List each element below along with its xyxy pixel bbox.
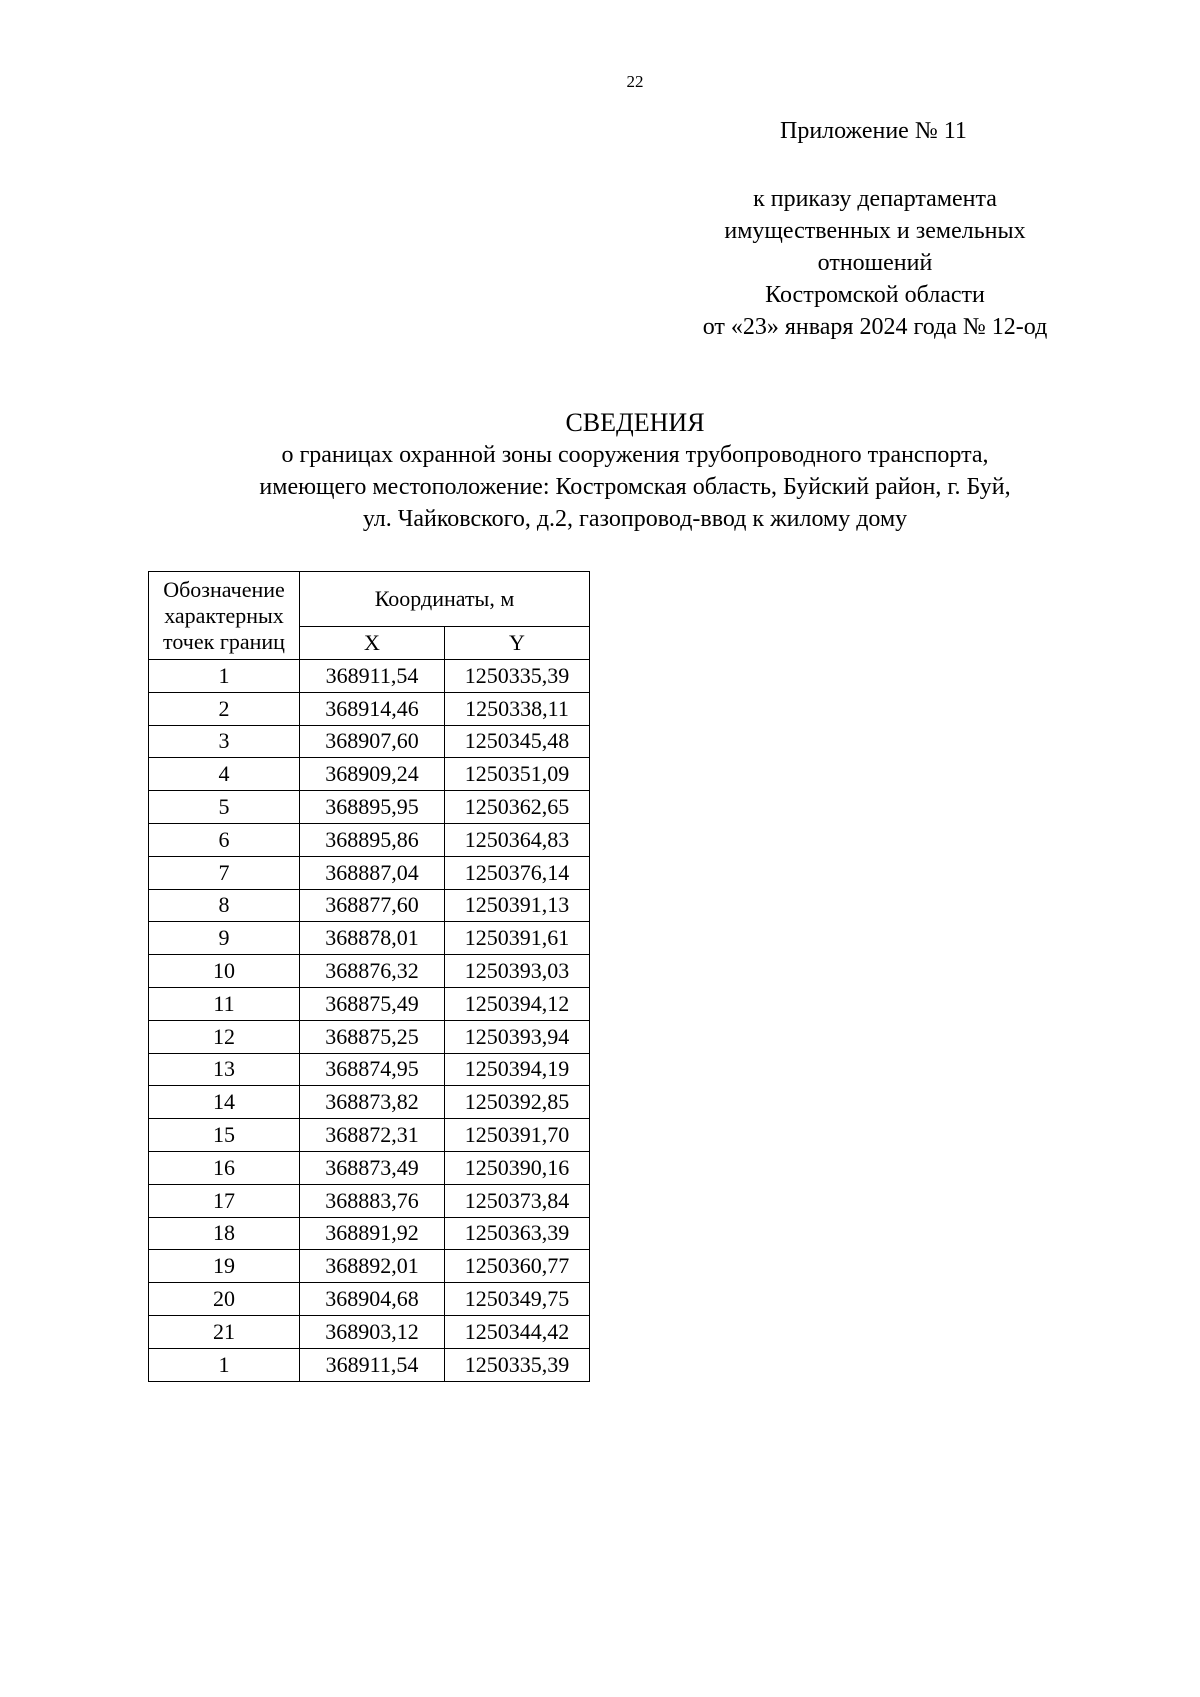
order-line: к приказу департамента xyxy=(753,186,997,212)
x-cell: 368892,01 xyxy=(300,1250,445,1283)
table-row xyxy=(149,660,590,693)
point-cell: 1 xyxy=(149,1348,300,1381)
y-cell: 1250391,70 xyxy=(445,1119,590,1152)
point-cell: 18 xyxy=(149,1217,300,1250)
x-cell: 368891,92 xyxy=(300,1217,445,1250)
point-cell: 2 xyxy=(149,692,300,725)
y-cell: 1250394,19 xyxy=(445,1053,590,1086)
point-cell: 10 xyxy=(149,955,300,988)
order-line: имущественных и земельных xyxy=(724,218,1026,244)
point-cell: 17 xyxy=(149,1184,300,1217)
y-cell: 1250373,84 xyxy=(445,1184,590,1217)
x-cell: 368872,31 xyxy=(300,1119,445,1152)
table-row xyxy=(149,823,590,856)
table-row xyxy=(149,725,590,758)
point-cell: 16 xyxy=(149,1151,300,1184)
point-cell: 5 xyxy=(149,791,300,824)
table-row xyxy=(149,987,590,1020)
coordinates-header: Координаты, м xyxy=(300,572,590,627)
order-reference xyxy=(640,183,1110,343)
point-cell: 11 xyxy=(149,987,300,1020)
table-row xyxy=(149,1217,590,1250)
x-cell: 368873,82 xyxy=(300,1086,445,1119)
x-cell: 368895,95 xyxy=(300,791,445,824)
document-heading xyxy=(0,407,1200,535)
table-row xyxy=(149,1348,590,1381)
x-cell: 368903,12 xyxy=(300,1315,445,1348)
x-header: X xyxy=(300,627,445,660)
y-cell: 1250349,75 xyxy=(445,1283,590,1316)
y-cell: 1250393,94 xyxy=(445,1020,590,1053)
order-line: Костромской области xyxy=(765,282,985,308)
y-cell: 1250362,65 xyxy=(445,791,590,824)
y-cell: 1250338,11 xyxy=(445,692,590,725)
table-row xyxy=(149,758,590,791)
table-row xyxy=(149,1283,590,1316)
y-cell: 1250363,39 xyxy=(445,1217,590,1250)
x-cell: 368878,01 xyxy=(300,922,445,955)
y-cell: 1250391,61 xyxy=(445,922,590,955)
y-cell: 1250335,39 xyxy=(445,1348,590,1381)
table-row xyxy=(149,1119,590,1152)
point-header-line: точек границ xyxy=(163,628,285,654)
x-cell: 368876,32 xyxy=(300,955,445,988)
x-cell: 368895,86 xyxy=(300,823,445,856)
y-cell: 1250392,85 xyxy=(445,1086,590,1119)
point-cell: 4 xyxy=(149,758,300,791)
appendix-title: Приложение № 11 xyxy=(780,118,967,144)
y-cell: 1250376,14 xyxy=(445,856,590,889)
point-cell: 12 xyxy=(149,1020,300,1053)
table-row xyxy=(149,1086,590,1119)
point-cell: 15 xyxy=(149,1119,300,1152)
page-number: 22 xyxy=(626,72,644,91)
x-cell: 368877,60 xyxy=(300,889,445,922)
point-cell: 1 xyxy=(149,660,300,693)
point-cell: 8 xyxy=(149,889,300,922)
table-row xyxy=(149,791,590,824)
x-cell: 368875,49 xyxy=(300,987,445,1020)
table-body xyxy=(149,660,590,1382)
x-cell: 368914,46 xyxy=(300,692,445,725)
point-cell: 21 xyxy=(149,1315,300,1348)
order-line: отношений xyxy=(817,250,933,276)
y-cell: 1250360,77 xyxy=(445,1250,590,1283)
table-row xyxy=(149,856,590,889)
point-cell: 9 xyxy=(149,922,300,955)
y-cell: 1250345,48 xyxy=(445,725,590,758)
point-header xyxy=(149,572,300,660)
table-row xyxy=(149,1315,590,1348)
x-cell: 368883,76 xyxy=(300,1184,445,1217)
y-cell: 1250393,03 xyxy=(445,955,590,988)
table-row xyxy=(149,1020,590,1053)
point-cell: 13 xyxy=(149,1053,300,1086)
point-cell: 3 xyxy=(149,725,300,758)
y-cell: 1250390,16 xyxy=(445,1151,590,1184)
point-cell: 7 xyxy=(149,856,300,889)
y-cell: 1250351,09 xyxy=(445,758,590,791)
y-cell: 1250391,13 xyxy=(445,889,590,922)
x-cell: 368911,54 xyxy=(300,660,445,693)
table-row xyxy=(149,889,590,922)
x-cell: 368875,25 xyxy=(300,1020,445,1053)
point-header-line: Обозначение xyxy=(163,576,285,602)
y-cell: 1250364,83 xyxy=(445,823,590,856)
y-cell: 1250394,12 xyxy=(445,987,590,1020)
coordinates-table xyxy=(148,571,590,1382)
point-cell: 19 xyxy=(149,1250,300,1283)
order-line: от «23» января 2024 года № 12-од xyxy=(702,314,1048,340)
x-cell: 368873,49 xyxy=(300,1151,445,1184)
x-cell: 368904,68 xyxy=(300,1283,445,1316)
x-cell: 368907,60 xyxy=(300,725,445,758)
heading-line: имеющего местоположение: Костромская область, Буйский район, г. Буй, xyxy=(259,474,1011,500)
x-cell: 368874,95 xyxy=(300,1053,445,1086)
table-row xyxy=(149,955,590,988)
x-cell: 368909,24 xyxy=(300,758,445,791)
table-row xyxy=(149,1184,590,1217)
y-cell: 1250335,39 xyxy=(445,660,590,693)
table-row xyxy=(149,1151,590,1184)
table-row xyxy=(149,1053,590,1086)
point-header-line: характерных xyxy=(164,602,284,628)
table-row xyxy=(149,692,590,725)
point-cell: 20 xyxy=(149,1283,300,1316)
y-cell: 1250344,42 xyxy=(445,1315,590,1348)
table-row xyxy=(149,1250,590,1283)
point-cell: 14 xyxy=(149,1086,300,1119)
table-row xyxy=(149,922,590,955)
x-cell: 368911,54 xyxy=(300,1348,445,1381)
heading-line: ул. Чайковского, д.2, газопровод-ввод к жилому дому xyxy=(362,506,908,532)
heading-line: о границах охранной зоны сооружения трубопроводного транспорта, xyxy=(281,442,989,468)
point-cell: 6 xyxy=(149,823,300,856)
x-cell: 368887,04 xyxy=(300,856,445,889)
document-title: СВЕДЕНИЯ xyxy=(565,408,705,437)
y-header: Y xyxy=(445,627,590,660)
